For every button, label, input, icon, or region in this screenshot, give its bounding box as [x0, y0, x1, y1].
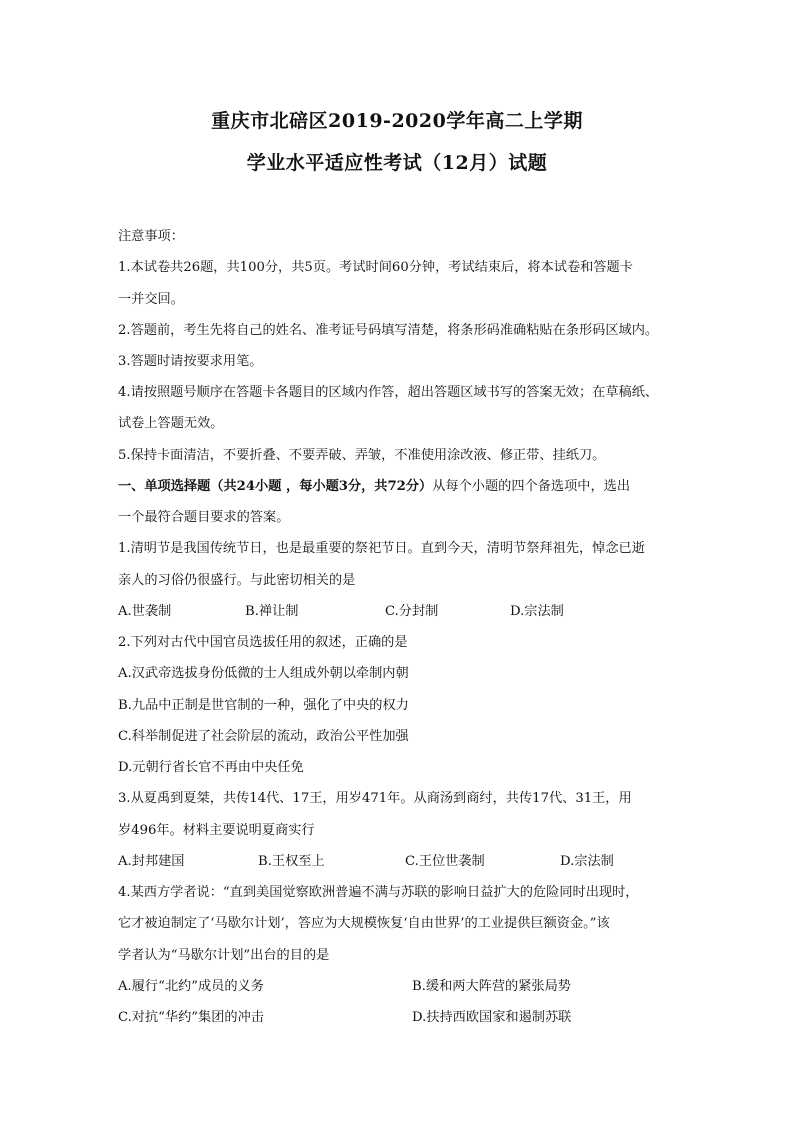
- q3-option-b: B.王权至上: [258, 854, 325, 869]
- exam-title-line1: 重庆市北碚区2019-2020学年高二上学期: [211, 110, 583, 132]
- section1-heading-cont: 一个最符合题目要求的答案。: [118, 510, 290, 525]
- q3-option-d: D.宗法制: [560, 854, 614, 869]
- section1-heading: [118, 478, 630, 496]
- q4-stem-line2: 它才被迫制定了‘马歇尔计划’，答应为大规模恢复‘自由世界’的工业提供巨额资金。”该: [118, 916, 610, 931]
- q4-option-a: A.履行“北约”成员的义务: [118, 979, 264, 994]
- q4-option-b: B.缓和两大阵营的紧张局势: [412, 979, 571, 994]
- section1-heading-bold: 一、单项选择题（共24小题 ，每小题3分，共72分）: [118, 479, 433, 494]
- q2-option-a: A.汉武帝选拔身份低微的士人组成外朝以牵制内朝: [118, 666, 409, 681]
- q2-option-b: B.九品中正制是世官制的一种，强化了中央的权力: [118, 698, 409, 713]
- q1-stem-line1: 1.清明节是我国传统节日，也是最重要的祭祀节日。直到今天，清明节祭拜祖先，悼念已逝: [118, 541, 645, 556]
- notice-item-4: 4.请按照题号顺序在答题卡各题目的区域内作答，超出答题区域书写的答案无效；在草稿纸、: [118, 385, 659, 400]
- q1-stem-line2: 亲人的习俗仍很盛行。与此密切相关的是: [118, 573, 356, 588]
- q1-option-a: A.世袭制: [118, 604, 172, 619]
- q4-stem-line1: 4.某西方学者说：“直到美国觉察欧洲普遍不满与苏联的影响日益扩大的危险同时出现时，: [118, 885, 639, 900]
- notice-item-1-cont: 一并交回。: [118, 292, 184, 307]
- section1-heading-rest: 从每个小题的四个备选项中，选出: [432, 479, 631, 494]
- notice-item-1: 1.本试卷共26题，共100分，共5页。考试时间60分钟，考试结束后，将本试卷和答题卡: [118, 260, 633, 275]
- exam-title-line2: 学业水平适应性考试（12月）试题: [246, 152, 548, 174]
- q4-option-d: D.扶持西欧国家和遏制苏联: [412, 1010, 572, 1025]
- q4-stem-line3: 学者认为“马歇尔计划”出台的目的是: [118, 948, 330, 963]
- q4-option-c: C.对抗“华约”集团的冲击: [118, 1010, 264, 1025]
- notice-item-5: 5.保持卡面清洁，不要折叠、不要弄破、弄皱，不准使用涂改液、修正带、挂纸刀。: [118, 448, 606, 463]
- q3-option-a: A.封邦建国: [118, 854, 185, 869]
- notice-heading: 注意事项：: [118, 229, 184, 244]
- q3-stem-line2: 岁496年。材料主要说明夏商实行: [118, 823, 315, 838]
- q1-option-c: C.分封制: [385, 604, 439, 619]
- q2-option-d: D.元朝行省长官不再由中央任免: [118, 760, 304, 775]
- q2-option-c: C.科举制促进了社会阶层的流动，政治公平性加强: [118, 729, 409, 744]
- q3-stem-line1: 3.从夏禹到夏桀，共传14代、17王，用岁471年。从商汤到商纣，共传17代、31王，用: [118, 791, 632, 806]
- q1-option-d: D.宗法制: [510, 604, 564, 619]
- q3-option-c: C.王位世袭制: [405, 854, 485, 869]
- q2-stem: 2.下列对古代中国官员选拔任用的叙述，正确的是: [118, 635, 408, 650]
- notice-item-4-cont: 试卷上答题无效。: [118, 416, 224, 431]
- notice-item-3: 3.答题时请按要求用笔。: [118, 354, 263, 369]
- notice-item-2: 2.答题前，考生先将自己的姓名、准考证号码填写清楚，将条形码准确粘贴在条形码区域内。: [118, 323, 659, 338]
- q1-option-b: B.禅让制: [245, 604, 299, 619]
